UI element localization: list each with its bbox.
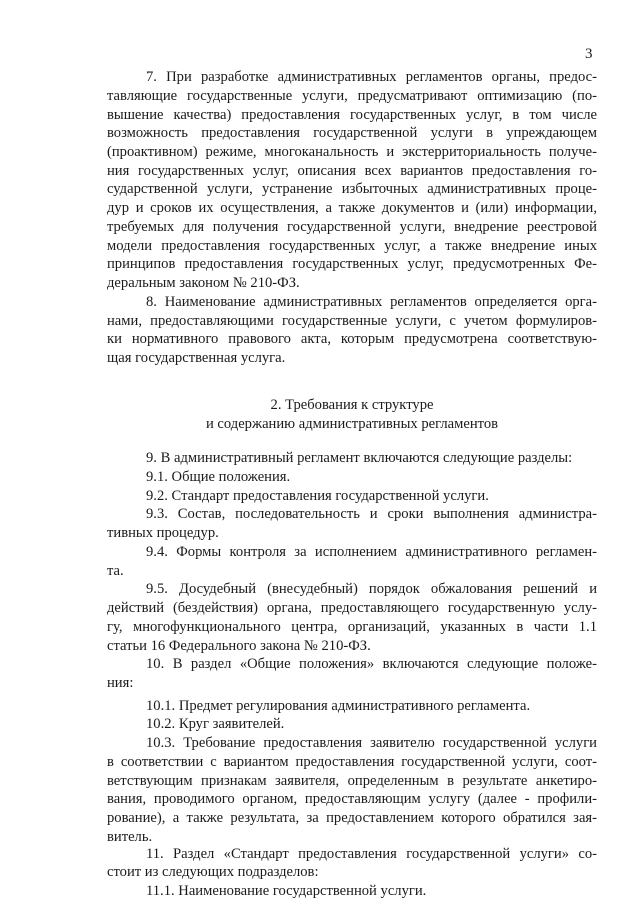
item-11-1: 11.1. Наименование государственной услуги.	[146, 883, 427, 899]
text-line: тивных процедур.	[107, 525, 219, 542]
paragraph-9: 9. В административный регламент включаются следующие разделы:	[146, 450, 573, 467]
text-line: 8. Наименование административных регламентов определяется орга-	[146, 293, 597, 310]
text-line: в соответствии с вариантом предоставления государственной услуги, соот-	[107, 753, 597, 770]
text-line: нами, предоставляющими государственные услуги, с учетом формулиров-	[107, 312, 597, 329]
text-line: та.	[107, 562, 124, 579]
text-line: 11. Раздел «Стандарт предоставления государственной услуги» со-	[146, 845, 597, 862]
text-line: ния:	[107, 675, 134, 692]
text-line: дур и сроков их осуществления, а также документов и (или) информации,	[107, 200, 597, 217]
text-line: возможность предоставления государственной услуги в упреждающем	[107, 125, 597, 142]
text-line: ветствующим признакам заявителя, определенным в результате анкетиро-	[107, 772, 597, 789]
text-line: ки нормативного правового акта, которым предусмотрена соответствую-	[107, 331, 597, 348]
text-line: витель.	[107, 828, 153, 845]
text-line: 9.4. Формы контроля за исполнением административного регламен-	[146, 543, 597, 560]
text-line: рование), а также результата, за предоставлением которого обратился зая-	[107, 809, 597, 826]
text-line: действий (бездействия) органа, предоставляющего государственную услу-	[107, 600, 597, 617]
item-10-1: 10.1. Предмет регулирования административного регламента.	[146, 697, 531, 714]
text-line: вышение качества) предоставления государственных услуг, в том числе	[107, 106, 597, 123]
text-line: 7. При разработке административных регламентов органы, предос-	[146, 69, 597, 85]
text-line: сударственной услуги, устранение избыточных административных проце-	[107, 181, 597, 198]
text-line: тавляющие государственные услуги, предусматривают оптимизацию (по-	[107, 87, 597, 104]
text-line: 10.3. Требование предоставления заявителю государственной услуги	[146, 735, 597, 751]
text-line: 9.5. Досудебный (внесудебный) порядок обжалования решений и	[146, 581, 597, 598]
text-line: 10. В раздел «Общие положения» включаются следующие положе-	[146, 656, 597, 673]
text-line: вания, проводимого органом, предоставляющим услугу (далее - профили-	[107, 791, 597, 808]
text-line: щая государственная услуга.	[107, 350, 286, 366]
heading-line: 2. Требования к структуре	[270, 396, 434, 413]
text-line: 9.3. Состав, последовательность и сроки выполнения администра-	[146, 506, 597, 523]
text-line: ния государственных услуг, описания всех вариантов предоставления го-	[107, 162, 597, 179]
text-line: стоит из следующих подразделов:	[107, 864, 319, 881]
text-line: принципов предоставления государственных услуг, предусмотренных Фе-	[107, 256, 597, 273]
item-9-1: 9.1. Общие положения.	[146, 469, 291, 485]
text-line: деральным законом № 210-ФЗ.	[107, 275, 300, 292]
heading-line: и содержанию административных регламентов	[205, 415, 499, 432]
text-line: гу, многофункционального центра, организаций, указанных в части 1.1	[107, 618, 597, 635]
item-9-2: 9.2. Стандарт предоставления государственной услуги.	[146, 487, 489, 504]
text-line: требуемых для получения государственной услуги, внедрение реестровой	[107, 218, 597, 235]
text-line: статьи 16 Федерального закона № 210-ФЗ.	[107, 637, 371, 654]
item-10-2: 10.2. Круг заявителей.	[146, 716, 285, 733]
page-number: 3	[585, 46, 593, 62]
text-line: модели предоставления государственных услуг, а также внедрение иных	[107, 237, 597, 254]
text-line: (проактивном) режиме, многоканальность и экстерриториальность получе-	[107, 143, 597, 160]
